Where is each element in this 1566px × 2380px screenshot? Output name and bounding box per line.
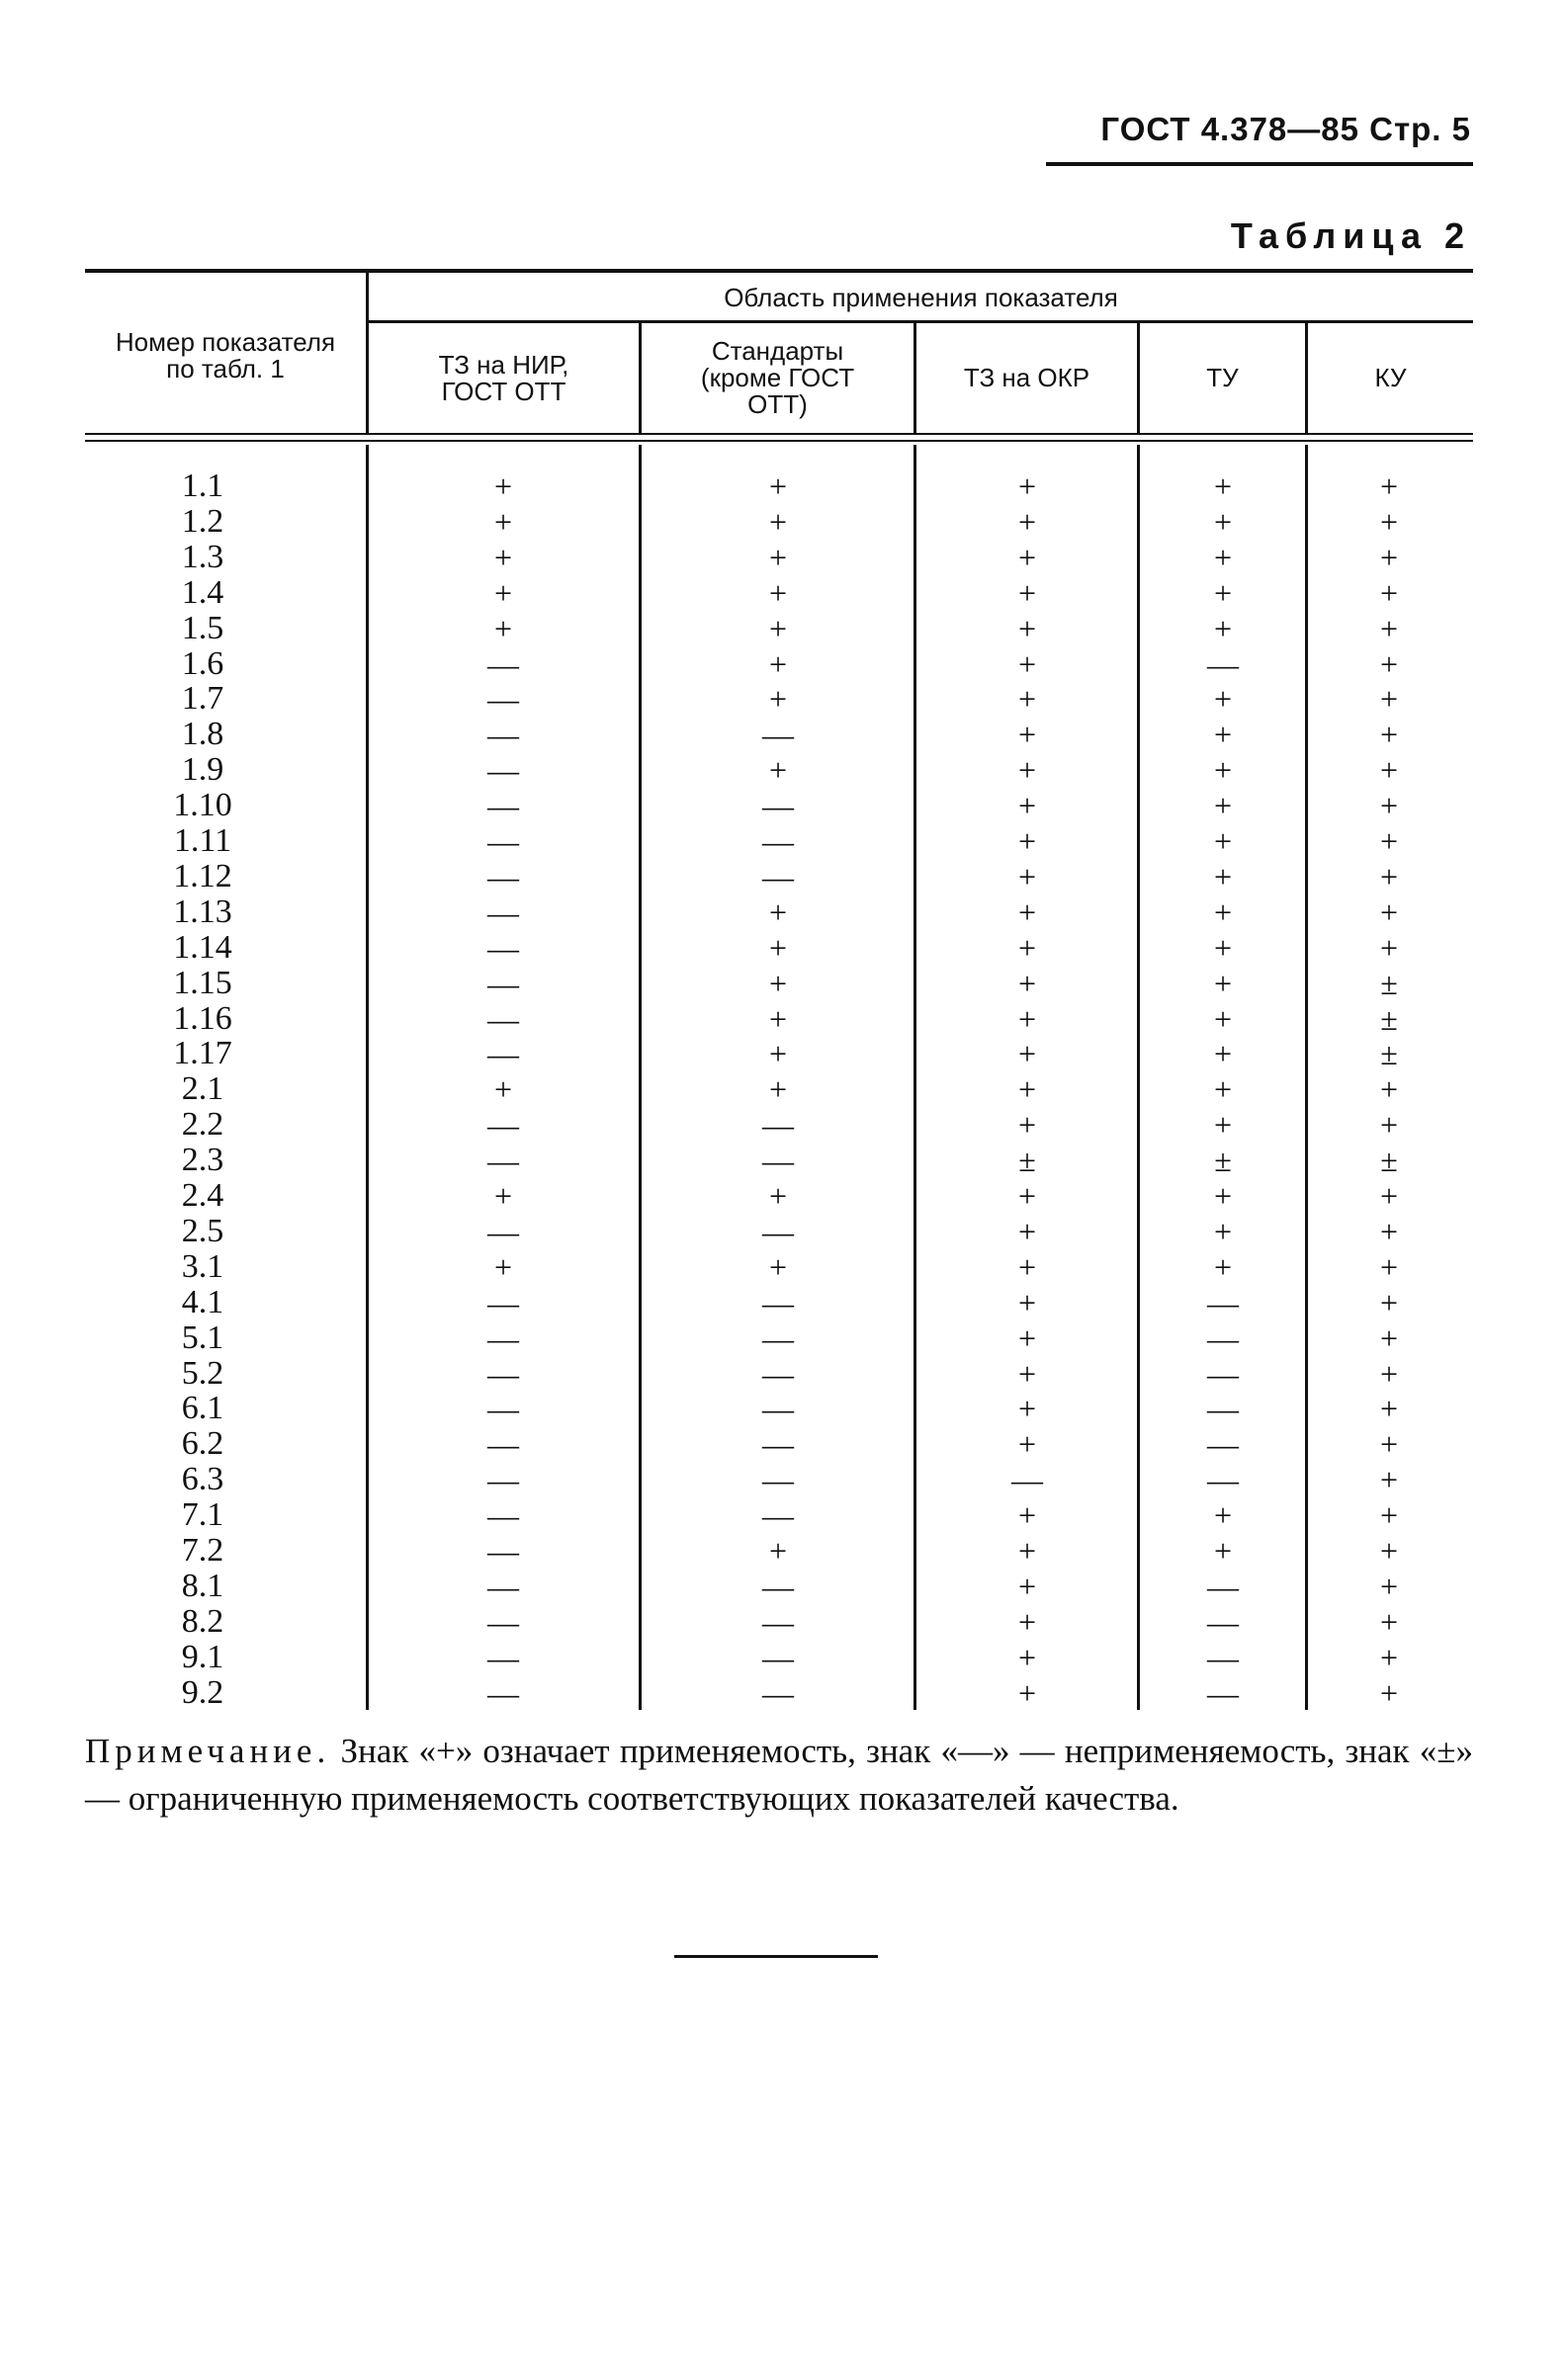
table-cell: — xyxy=(487,1284,519,1320)
row-number: 1.14 xyxy=(173,928,232,966)
table-row xyxy=(0,894,1566,930)
col-header-tu: ТУ xyxy=(1206,363,1239,392)
table-cell: + xyxy=(493,468,513,504)
table-note xyxy=(85,1728,1473,1823)
table-cell: + xyxy=(1017,645,1037,682)
table-cell: + xyxy=(1379,1178,1399,1214)
table-cell: + xyxy=(1017,1000,1037,1037)
table-cell: + xyxy=(493,1178,513,1214)
table-cell: + xyxy=(493,503,513,540)
row-number: 1.15 xyxy=(173,964,232,1001)
row-number: 9.2 xyxy=(181,1673,224,1711)
table-row xyxy=(0,611,1566,646)
table-cell: + xyxy=(1213,823,1233,859)
table-cell: + xyxy=(768,1248,788,1285)
table-cell: + xyxy=(1379,1426,1399,1463)
table-cell: — xyxy=(487,1568,519,1604)
table-cell: + xyxy=(768,1071,788,1108)
table-cell: — xyxy=(487,823,519,859)
row-number: 3.1 xyxy=(181,1247,224,1285)
table-cell: + xyxy=(768,1533,788,1569)
header-bottom-rule xyxy=(85,433,1473,435)
row-number: 2.3 xyxy=(181,1142,224,1179)
table-cell: + xyxy=(1379,1071,1399,1108)
table-row xyxy=(0,1497,1566,1533)
table-cell: + xyxy=(768,1178,788,1214)
row-number: 1.10 xyxy=(173,787,232,824)
table-cell: + xyxy=(1379,503,1399,540)
table-cell: + xyxy=(768,893,788,930)
table-cell: + xyxy=(493,1071,513,1108)
table-cell: + xyxy=(1379,752,1399,789)
table-cell: + xyxy=(1379,1568,1399,1604)
table-cell: — xyxy=(1207,645,1239,682)
row-number: 7.1 xyxy=(181,1496,224,1534)
table-cell: + xyxy=(1017,1319,1037,1356)
table-row xyxy=(0,1285,1566,1320)
table-cell: + xyxy=(1017,1213,1037,1249)
table-cell: + xyxy=(1213,681,1233,718)
row-number: 1.3 xyxy=(181,538,224,575)
table-cell: — xyxy=(487,1462,519,1498)
table-cell: + xyxy=(1213,468,1233,504)
table-cell: — xyxy=(762,1143,794,1179)
row-number: 2.1 xyxy=(181,1070,224,1108)
header-underline xyxy=(1046,162,1473,166)
table-row xyxy=(0,1356,1566,1392)
table-row xyxy=(0,468,1566,504)
table-cell: + xyxy=(1213,1248,1233,1285)
table-cell: + xyxy=(1379,1462,1399,1498)
end-rule xyxy=(674,1955,878,1958)
table-cell: + xyxy=(1379,893,1399,930)
table-cell: + xyxy=(1017,752,1037,789)
table-row xyxy=(0,1178,1566,1214)
table-cell: + xyxy=(1017,681,1037,718)
table-cell: + xyxy=(768,929,788,966)
table-cell: + xyxy=(768,1000,788,1037)
table-cell: — xyxy=(487,929,519,966)
table-cell: + xyxy=(1017,1107,1037,1144)
row-number: 1.7 xyxy=(181,680,224,718)
table-cell: ± xyxy=(1380,965,1398,1001)
table-cell: + xyxy=(1213,858,1233,894)
table-cell: + xyxy=(1213,1036,1233,1072)
row-number: 1.4 xyxy=(181,573,224,611)
table-row xyxy=(0,1569,1566,1604)
row-number: 6.2 xyxy=(181,1425,224,1463)
table-cell: + xyxy=(1017,1639,1037,1675)
table-cell: + xyxy=(768,468,788,504)
row-number: 1.16 xyxy=(173,999,232,1037)
table-row xyxy=(0,752,1566,788)
page-header: ГОСТ 4.378—85 Стр. 5 xyxy=(1100,111,1471,147)
table-cell: + xyxy=(1017,1497,1037,1534)
row-number: 8.1 xyxy=(181,1567,224,1604)
table-row xyxy=(0,1214,1566,1249)
table-cell: + xyxy=(1017,503,1037,540)
table-cell: — xyxy=(487,752,519,789)
table-row xyxy=(0,966,1566,1001)
table-row xyxy=(0,930,1566,966)
table-row xyxy=(0,823,1566,859)
row-number: 2.2 xyxy=(181,1106,224,1144)
table-cell: + xyxy=(1213,788,1233,824)
table-cell: — xyxy=(762,1284,794,1320)
table-cell: + xyxy=(493,1248,513,1285)
table-cell: + xyxy=(1379,1355,1399,1392)
table-cell: + xyxy=(493,574,513,611)
row-number: 8.2 xyxy=(181,1602,224,1640)
row-number: 1.6 xyxy=(181,644,224,682)
row-number: 1.11 xyxy=(173,822,232,859)
table-row xyxy=(0,1107,1566,1143)
table-cell: — xyxy=(1207,1674,1239,1711)
table-row xyxy=(0,788,1566,823)
table-cell: — xyxy=(1207,1568,1239,1604)
table-cell: + xyxy=(1379,823,1399,859)
table-top-rule xyxy=(85,269,1473,273)
table-cell: + xyxy=(1017,1391,1037,1427)
table-cell: — xyxy=(487,1355,519,1392)
table-cell: + xyxy=(1379,645,1399,682)
table-cell: — xyxy=(487,1143,519,1179)
table-cell: + xyxy=(768,965,788,1001)
table-row xyxy=(0,1249,1566,1285)
table-row xyxy=(0,1036,1566,1071)
table-cell: + xyxy=(1379,539,1399,575)
table-cell: + xyxy=(1017,610,1037,646)
table-cell: — xyxy=(1207,1639,1239,1675)
table-row xyxy=(0,540,1566,575)
table-cell: + xyxy=(1379,1319,1399,1356)
table-cell: + xyxy=(1379,788,1399,824)
table-row xyxy=(0,717,1566,752)
table-cell: + xyxy=(1213,893,1233,930)
table-cell: — xyxy=(487,1036,519,1072)
table-cell: — xyxy=(762,1213,794,1249)
table-cell: — xyxy=(487,1639,519,1675)
group-header: Область применения показателя xyxy=(724,282,1118,312)
table-row xyxy=(0,646,1566,682)
table-cell: ± xyxy=(1380,1036,1398,1072)
table-cell: + xyxy=(1379,610,1399,646)
table-cell: — xyxy=(762,1603,794,1640)
row-number: 6.1 xyxy=(181,1390,224,1427)
row-number: 1.13 xyxy=(173,892,232,930)
row-number: 1.5 xyxy=(181,609,224,646)
table-cell: + xyxy=(1017,1426,1037,1463)
table-row xyxy=(0,681,1566,717)
col-header-tz-nir: ТЗ на НИР, ГОСТ ОТТ xyxy=(438,349,569,406)
table-cell: + xyxy=(1213,1107,1233,1144)
table-row xyxy=(0,1391,1566,1426)
table-cell: — xyxy=(487,681,519,718)
table-cell: + xyxy=(1213,965,1233,1001)
table-cell: + xyxy=(1017,1355,1037,1392)
note-lead: Примечание. xyxy=(85,1732,331,1770)
table-cell: + xyxy=(493,539,513,575)
table-cell: + xyxy=(1017,1674,1037,1711)
row-number: 5.2 xyxy=(181,1354,224,1392)
table-cell: + xyxy=(1017,1036,1037,1072)
table-cell: + xyxy=(1213,929,1233,966)
table-row xyxy=(0,1640,1566,1675)
table-cell: — xyxy=(762,1497,794,1534)
note-text: Знак «+» означает применяемость, знак «—» — неприменяемость, знак «±» — ограниченную применяемость соответствующих показателей качества. xyxy=(85,1732,1473,1818)
table-cell: + xyxy=(1017,1071,1037,1108)
table-cell: + xyxy=(768,539,788,575)
table-cell: + xyxy=(1379,574,1399,611)
table-cell: — xyxy=(487,858,519,894)
table-cell: + xyxy=(493,610,513,646)
table-cell: + xyxy=(1213,717,1233,753)
table-cell: + xyxy=(1379,1497,1399,1534)
table-cell: + xyxy=(1213,503,1233,540)
table-cell: + xyxy=(1017,1533,1037,1569)
table-cell: + xyxy=(1213,1178,1233,1214)
table-cell: — xyxy=(762,788,794,824)
table-row xyxy=(0,1604,1566,1640)
row-number: 1.1 xyxy=(181,468,224,504)
table-cell: — xyxy=(487,893,519,930)
table-cell: — xyxy=(487,645,519,682)
table-cell: — xyxy=(762,1462,794,1498)
table-cell: + xyxy=(1213,539,1233,575)
table-row xyxy=(0,859,1566,894)
table-cell: ± xyxy=(1380,1000,1398,1037)
table-cell: + xyxy=(1379,1639,1399,1675)
table-cell: — xyxy=(762,1639,794,1675)
table-cell: — xyxy=(1207,1355,1239,1392)
table-cell: + xyxy=(768,574,788,611)
table-cell: + xyxy=(1379,1107,1399,1144)
table-cell: — xyxy=(762,1391,794,1427)
col-header-tz-okr: ТЗ на ОКР xyxy=(963,363,1090,392)
col-number-header: Номер показателя по табл. 1 xyxy=(115,327,336,383)
table-row xyxy=(0,1143,1566,1178)
row-number: 1.8 xyxy=(181,716,224,753)
table-cell: ± xyxy=(1380,1143,1398,1179)
row-number: 7.2 xyxy=(181,1532,224,1569)
table-cell: + xyxy=(1379,1674,1399,1711)
table-cell: — xyxy=(762,1674,794,1711)
table-cell: — xyxy=(487,1319,519,1356)
table-cell: + xyxy=(1213,1213,1233,1249)
table-cell: + xyxy=(768,610,788,646)
table-cell: + xyxy=(1379,1603,1399,1640)
row-number: 1.17 xyxy=(173,1035,232,1072)
table-cell: + xyxy=(1213,1497,1233,1534)
table-cell: + xyxy=(768,681,788,718)
table-cell: + xyxy=(1213,574,1233,611)
table-cell: ± xyxy=(1214,1143,1232,1179)
table-cell: + xyxy=(1017,788,1037,824)
table-cell: + xyxy=(1017,965,1037,1001)
table-row xyxy=(0,1001,1566,1037)
table-cell: + xyxy=(1017,893,1037,930)
header-bottom-rule-2 xyxy=(85,440,1473,442)
row-number: 2.5 xyxy=(181,1212,224,1249)
table-cell: + xyxy=(1379,858,1399,894)
row-number: 4.1 xyxy=(181,1283,224,1320)
table-cell: + xyxy=(1017,929,1037,966)
table-cell: + xyxy=(1379,1284,1399,1320)
table-cell: — xyxy=(487,1533,519,1569)
table-row xyxy=(0,1426,1566,1462)
table-cell: + xyxy=(1017,823,1037,859)
table-row xyxy=(0,1320,1566,1356)
row-number: 9.1 xyxy=(181,1638,224,1675)
table-cell: + xyxy=(1017,1603,1037,1640)
row-number: 1.9 xyxy=(181,751,224,789)
table-cell: — xyxy=(762,1568,794,1604)
table-cell: + xyxy=(1017,539,1037,575)
table-cell: — xyxy=(487,965,519,1001)
table-cell: — xyxy=(487,1674,519,1711)
table-cell: + xyxy=(1379,1213,1399,1249)
table-cell: + xyxy=(1379,1248,1399,1285)
table-cell: — xyxy=(762,1355,794,1392)
table-cell: — xyxy=(487,1497,519,1534)
table-cell: + xyxy=(768,645,788,682)
table-row xyxy=(0,1675,1566,1711)
table-cell: — xyxy=(1011,1462,1043,1498)
table-cell: — xyxy=(762,1107,794,1144)
table-cell: — xyxy=(1207,1603,1239,1640)
table-cell: + xyxy=(1213,752,1233,789)
table-cell: — xyxy=(487,1000,519,1037)
table-cell: — xyxy=(487,717,519,753)
table-cell: + xyxy=(1213,1071,1233,1108)
table-row xyxy=(0,575,1566,611)
table-cell: + xyxy=(1017,717,1037,753)
table-row xyxy=(0,504,1566,540)
table-cell: + xyxy=(1017,1284,1037,1320)
table-cell: + xyxy=(1213,1533,1233,1569)
row-number: 1.12 xyxy=(173,857,232,894)
table-cell: — xyxy=(762,1319,794,1356)
table-cell: + xyxy=(1213,610,1233,646)
table-cell: + xyxy=(1017,858,1037,894)
col-header-standards: Стандарты (кроме ГОСТ ОТТ) xyxy=(700,336,855,419)
table-cell: + xyxy=(1379,929,1399,966)
table-cell: + xyxy=(1017,1248,1037,1285)
table-cell: — xyxy=(487,1213,519,1249)
table-cell: + xyxy=(768,503,788,540)
row-number: 5.1 xyxy=(181,1318,224,1356)
table-cell: — xyxy=(1207,1462,1239,1498)
table-cell: — xyxy=(487,788,519,824)
table-cell: — xyxy=(1207,1284,1239,1320)
table-cell: — xyxy=(487,1391,519,1427)
table-cell: + xyxy=(1379,468,1399,504)
table-row xyxy=(0,1533,1566,1569)
table-cell: — xyxy=(762,717,794,753)
table-cell: + xyxy=(1213,1000,1233,1037)
table-cell: — xyxy=(487,1603,519,1640)
table-cell: + xyxy=(1379,1391,1399,1427)
table-cell: + xyxy=(1379,681,1399,718)
table-cell: + xyxy=(768,752,788,789)
row-number: 2.4 xyxy=(181,1177,224,1214)
table-cell: — xyxy=(1207,1426,1239,1463)
table-cell: — xyxy=(487,1107,519,1144)
table-cell: — xyxy=(762,858,794,894)
table-cell: — xyxy=(487,1426,519,1463)
table-caption: Таблица 2 xyxy=(1230,215,1471,256)
table-cell: — xyxy=(1207,1319,1239,1356)
table-cell: — xyxy=(762,823,794,859)
table-cell: + xyxy=(1017,1568,1037,1604)
table-cell: + xyxy=(1379,1533,1399,1569)
table-row xyxy=(0,1462,1566,1497)
row-number: 1.2 xyxy=(181,502,224,540)
table-cell: + xyxy=(768,1036,788,1072)
table-cell: + xyxy=(1379,717,1399,753)
table-cell: ± xyxy=(1018,1143,1036,1179)
table-cell: — xyxy=(762,1426,794,1463)
table-cell: + xyxy=(1017,468,1037,504)
col-header-ku: КУ xyxy=(1374,363,1407,392)
table-cell: + xyxy=(1017,1178,1037,1214)
table-cell: + xyxy=(1017,574,1037,611)
row-number: 6.3 xyxy=(181,1461,224,1498)
table-cell: — xyxy=(1207,1391,1239,1427)
table-row xyxy=(0,1071,1566,1107)
